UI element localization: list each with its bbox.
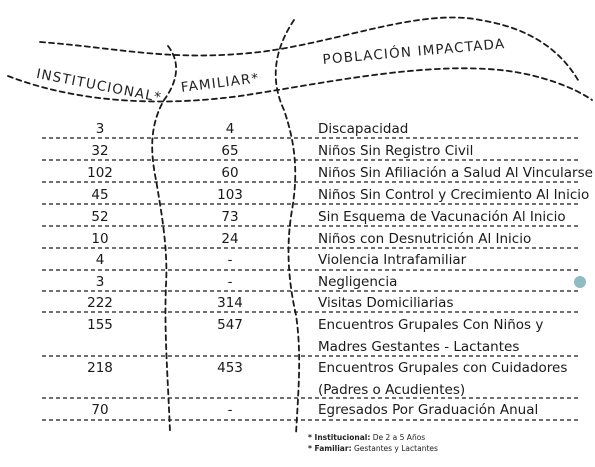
cell-institucional: 4 — [95, 252, 105, 268]
cell-poblacion: Niños Sin Afiliación a Salud Al Vincularse — [318, 165, 593, 181]
cell-poblacion: Encuentros Grupales con Cuidadores — [318, 360, 568, 376]
header-familiar: FAMILIAR* — [180, 70, 261, 96]
cell-poblacion: Encuentros Grupales Con Niños y — [318, 317, 544, 333]
cell-institucional: 10 — [91, 231, 109, 247]
header-poblacion-impactada: POBLACIÓN IMPACTADA — [322, 36, 506, 68]
cell-familiar: 73 — [221, 209, 239, 225]
cell-familiar: 547 — [217, 317, 243, 333]
cell-poblacion: Violencia Intrafamiliar — [318, 252, 467, 268]
cell-familiar: 453 — [217, 360, 243, 376]
cell-institucional: 32 — [91, 143, 109, 159]
cell-institucional: 102 — [87, 165, 113, 181]
cell-poblacion: Niños con Desnutrición Al Inicio — [318, 231, 532, 247]
footnote-institucional: * Institucional: De 2 a 5 Años — [308, 433, 426, 442]
cell-familiar: 103 — [217, 187, 243, 203]
cell-poblacion: Visitas Domiciliarias — [318, 295, 454, 311]
header-institucional: INSTITUCIONAL* — [34, 66, 164, 107]
footnote-familiar: * Familiar: Gestantes y Lactantes — [308, 444, 438, 453]
footnotes — [308, 432, 438, 454]
cell-poblacion: Niños Sin Registro Civil — [318, 143, 474, 159]
cell-familiar: 314 — [217, 295, 243, 311]
cell-institucional: 45 — [91, 187, 109, 203]
cell-familiar: 24 — [221, 231, 239, 247]
cell-poblacion: Niños Sin Control y Crecimiento Al Inicio — [318, 187, 590, 203]
cell-institucional: 3 — [95, 121, 105, 137]
cell-familiar: 4 — [225, 121, 235, 137]
cell-institucional: 70 — [91, 402, 109, 418]
cell-familiar: - — [227, 252, 233, 268]
cell-poblacion: Negligencia — [318, 274, 398, 290]
cell-poblacion: Sin Esquema de Vacunación Al Inicio — [318, 209, 566, 225]
cell-poblacion: Madres Gestantes - Lactantes — [318, 339, 520, 355]
cell-institucional: 3 — [95, 274, 105, 290]
cell-familiar: 60 — [221, 165, 239, 181]
cell-institucional: 155 — [87, 317, 113, 333]
cell-poblacion: (Padres o Acudientes) — [318, 382, 466, 398]
cell-familiar: - — [227, 274, 233, 290]
cell-familiar: 65 — [221, 143, 239, 159]
cell-poblacion: Egresados Por Graduación Anual — [318, 402, 539, 418]
note-marker-icon — [574, 276, 586, 288]
cell-poblacion: Discapacidad — [318, 121, 409, 137]
cell-institucional: 218 — [87, 360, 113, 376]
cell-institucional: 52 — [91, 209, 109, 225]
cell-familiar: - — [227, 402, 233, 418]
cell-institucional: 222 — [87, 295, 113, 311]
